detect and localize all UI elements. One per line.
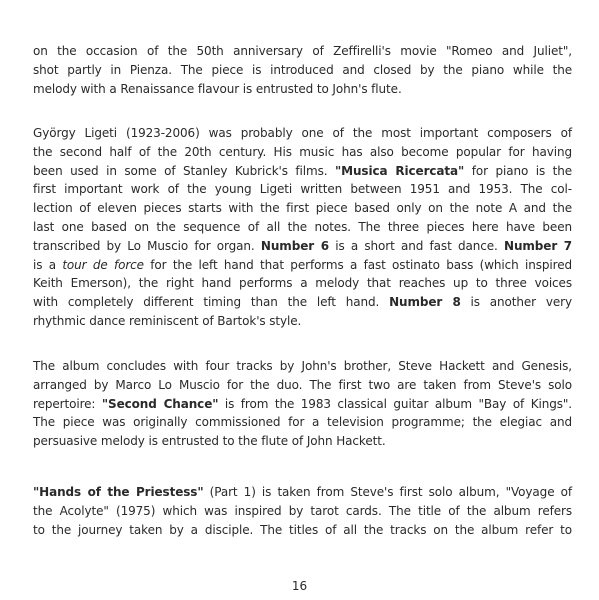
- paragraph-ligeti: [33, 124, 572, 331]
- text-line: with completely different timing than the left hand. Number 8 is another very: [33, 295, 572, 310]
- text-line: lection of eleven pieces starts with the first piece based only on the note A and the: [33, 201, 572, 216]
- text-line: shot partly in Pienza. The piece is introduced and closed by the piano while the: [33, 62, 572, 77]
- page-number: 16: [291, 579, 308, 593]
- text-line: is a tour de force for the left hand that performs a fast ostinato bass (which inspired: [33, 257, 573, 272]
- text-line: The album concludes with four tracks by John's brother, Steve Hackett and Genesis,: [33, 359, 572, 373]
- text-line: "Hands of the Priestess" (Part 1) is taken from Steve's first solo album, "Voyage of: [33, 485, 572, 499]
- text-line: transcribed by Lo Muscio for organ. Number 6 is a short and fast dance. Number 7: [33, 238, 573, 253]
- paragraph-hackett-tracks: [33, 357, 572, 451]
- text-line: arranged by Marco Lo Muscio for the duo. The first two are taken from Steve's solo: [33, 377, 572, 392]
- text-line: last one based on the sequence of all the notes. The three pieces here have been: [33, 219, 572, 234]
- text-line: on the occasion of the 50th anniversary of Zeffirelli's movie "Romeo and Juliet",: [33, 44, 572, 58]
- text-line: The piece was originally commissioned for a television programme; the elegiac and: [33, 415, 572, 430]
- title-hands-of-the-priestess: "Hands of the Priestess": [33, 485, 204, 499]
- text-line: been used in some of Stanley Kubrick's films. "Musica Ricercata" for piano is the: [33, 163, 573, 178]
- paragraph-romeo-juliet: [33, 42, 572, 98]
- title-number-8: Number 8: [389, 295, 461, 310]
- italic-tour-de-force: tour de force: [62, 257, 144, 272]
- text-line: melody with a Renaissance flavour is entrusted to John's flute.: [33, 81, 402, 96]
- paragraph-hands-of-the-priestess: [33, 483, 572, 539]
- title-musica-ricercata: "Musica Ricercata": [334, 163, 465, 178]
- text-line: to the journey taken by a disciple. The titles of all the tracks on the album refer to: [33, 522, 572, 537]
- title-number-7: Number 7: [504, 238, 573, 253]
- text-line: repertoire: "Second Chance" is from the 1983 classical guitar album "Bay of Kings".: [33, 396, 573, 411]
- text-line: rhythmic dance reminiscent of Bartok's style.: [33, 313, 302, 328]
- text-line: persuasive melody is entrusted to the flute of John Hackett.: [33, 434, 386, 449]
- title-second-chance: "Second Chance": [101, 396, 219, 411]
- title-number-6: Number 6: [260, 238, 329, 253]
- text-line: Keith Emerson), the right hand performs a melody that reaches up to three voices: [33, 276, 572, 291]
- text-line: György Ligeti (1923-2006) was probably one of the most important composers of: [33, 126, 572, 140]
- text-line: the Acolyte" (1975) which was inspired by tarot cards. The title of the album refers: [33, 503, 572, 518]
- text-line: the second half of the 20th century. His music has also become popular for having: [33, 144, 572, 159]
- text-line: first important work of the young Ligeti written between 1951 and 1953. The col-: [33, 182, 572, 197]
